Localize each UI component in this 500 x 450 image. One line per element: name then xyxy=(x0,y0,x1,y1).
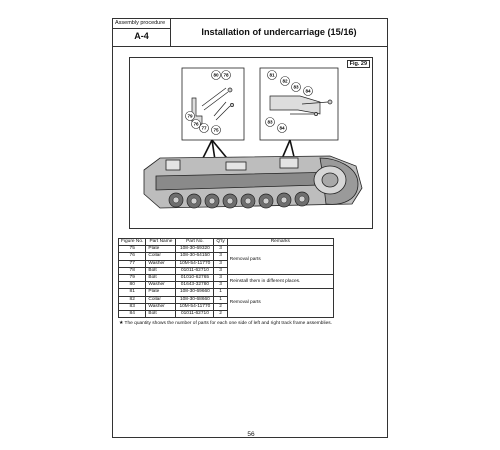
callout-80: 80 xyxy=(213,72,219,78)
cell-fig: 80 xyxy=(119,282,146,289)
cell-fig: 77 xyxy=(119,260,146,267)
cell-name: Washer xyxy=(146,303,176,310)
callout-81: 81 xyxy=(269,72,275,78)
document-page xyxy=(112,18,388,438)
cell-part: 01011-62710 xyxy=(176,267,214,274)
cell-name: Bolt xyxy=(146,267,176,274)
cell-qty: 1 xyxy=(214,296,227,303)
header-qty: Q'ty xyxy=(214,239,227,246)
page-header xyxy=(113,19,387,47)
cell-name: Bolt xyxy=(146,310,176,317)
cell-name: Plate xyxy=(146,246,176,253)
cell-name: Washer xyxy=(146,282,176,289)
cell-fig: 81 xyxy=(119,289,146,296)
table-row xyxy=(119,246,334,253)
header-part-no: Part No. xyxy=(176,239,214,246)
header-remarks: Remarks xyxy=(227,239,333,246)
cell-part: 108-30-68660 xyxy=(176,296,214,303)
cell-name: Washer xyxy=(146,260,176,267)
cell-fig: 82 xyxy=(119,296,146,303)
cell-part: 10M-54-11770 xyxy=(176,260,214,267)
callout-76: 76 xyxy=(193,121,199,127)
cell-name: Collar xyxy=(146,296,176,303)
callout-78: 78 xyxy=(223,72,229,78)
section-label: Assembly procedure xyxy=(115,20,166,26)
section-code: A-4 xyxy=(134,31,149,41)
table-header-row xyxy=(119,239,334,246)
remark-group-3: Removal parts xyxy=(227,289,333,318)
cell-qty: 3 xyxy=(214,282,227,289)
callout-83-top: 83 xyxy=(293,84,299,90)
callout-82: 82 xyxy=(282,78,288,84)
cell-fig: 79 xyxy=(119,274,146,281)
page-number: 56 xyxy=(247,431,255,438)
cell-name: Bolt xyxy=(146,274,176,281)
cell-part: 01011-62710 xyxy=(176,310,214,317)
cell-qty: 3 xyxy=(214,253,227,260)
callout-75: 75 xyxy=(213,127,219,133)
remark-group-1: Removal parts xyxy=(227,246,333,275)
cell-part: 10M-54-11770 xyxy=(176,303,214,310)
cell-name: Collar xyxy=(146,253,176,260)
callout-84-top: 84 xyxy=(305,88,311,94)
cell-qty: 3 xyxy=(214,267,227,274)
header-part-name: Part Name xyxy=(146,239,176,246)
cell-part: 108-30-64150 xyxy=(176,253,214,260)
figure-label: Fig. 29 xyxy=(347,60,370,68)
cell-fig: 75 xyxy=(119,246,146,253)
figure-frame xyxy=(129,57,373,229)
quantity-footnote: ★ The quantity shows the number of parts for each one side of left and right track frame assemblies. xyxy=(119,321,332,326)
cell-qty: 2 xyxy=(214,303,227,310)
cell-part: 108-30-69320 xyxy=(176,246,214,253)
parts-table xyxy=(118,238,334,318)
table-row xyxy=(119,274,334,281)
cell-fig: 84 xyxy=(119,310,146,317)
callout-79: 79 xyxy=(187,113,193,119)
cell-fig: 83 xyxy=(119,303,146,310)
cell-part: 01643-32780 xyxy=(176,282,214,289)
page-title: Installation of undercarriage (15/16) xyxy=(201,27,357,37)
cell-part: 108-30-69660 xyxy=(176,289,214,296)
table-row xyxy=(119,289,334,296)
cell-qty: 2 xyxy=(214,310,227,317)
cell-qty: 1 xyxy=(214,289,227,296)
cell-qty: 3 xyxy=(214,274,227,281)
section-box xyxy=(113,19,171,46)
cell-fig: 76 xyxy=(119,253,146,260)
cell-fig: 78 xyxy=(119,267,146,274)
callout-77: 77 xyxy=(201,125,207,131)
undercarriage-illustration xyxy=(130,58,372,228)
cell-name: Plate xyxy=(146,289,176,296)
callout-83-bottom: 83 xyxy=(267,119,273,125)
section-divider xyxy=(113,28,170,29)
header-figure-no: Figure No. xyxy=(119,239,146,246)
cell-qty: 3 xyxy=(214,246,227,253)
cell-qty: 3 xyxy=(214,260,227,267)
callout-84-bottom: 84 xyxy=(279,125,285,131)
cell-part: 01010-62765 xyxy=(176,274,214,281)
remark-group-2: Reinstall them in different places. xyxy=(227,274,333,288)
